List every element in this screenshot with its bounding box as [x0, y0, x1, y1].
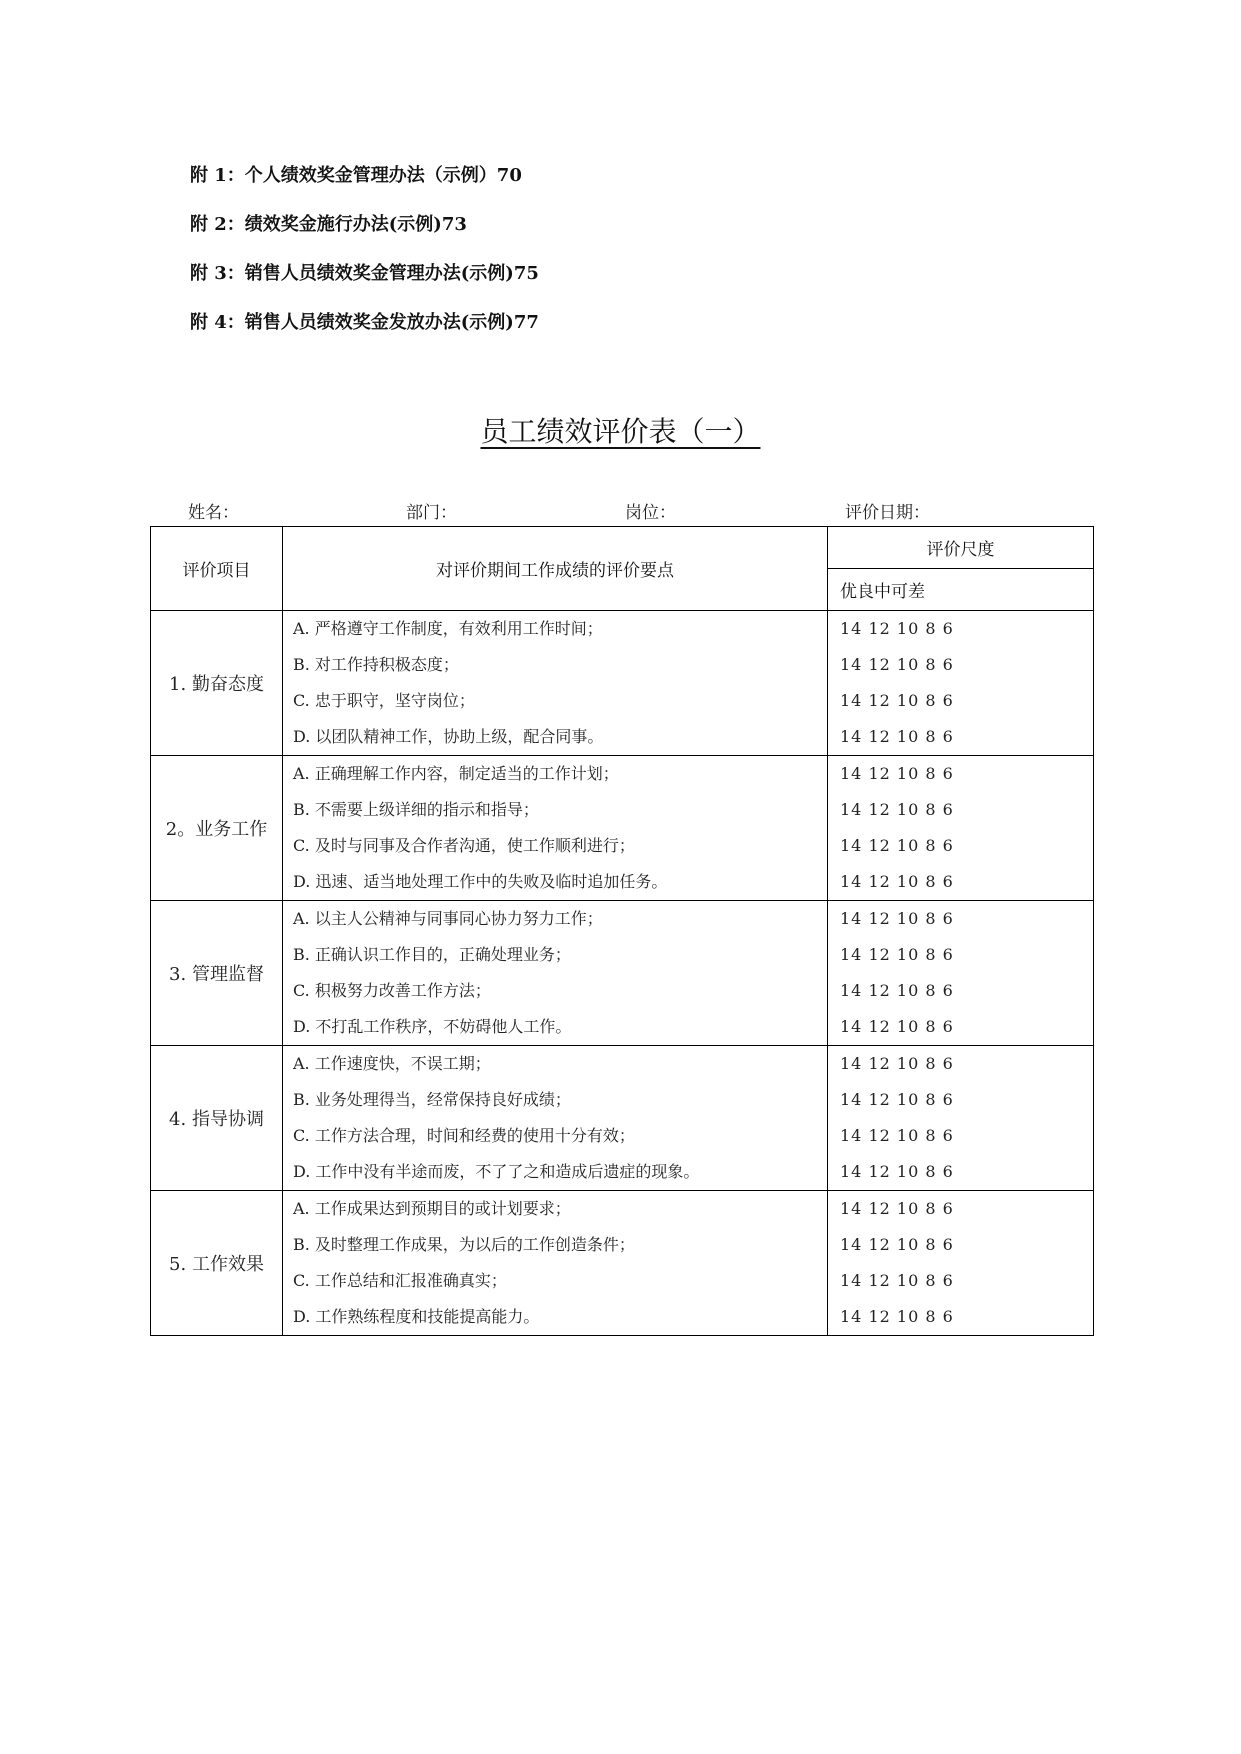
form-title: 员工绩效评价表（一） — [480, 415, 761, 448]
post-label: 岗位： — [625, 503, 676, 523]
evaluation-point: D. 工作中没有半途而废，不了了之和造成后遗症的现象。 — [293, 1162, 700, 1181]
category-label: 3. 管理监督 — [151, 901, 283, 1046]
score-scale — [828, 756, 1094, 901]
evaluation-points — [283, 756, 828, 901]
form-info-row — [0, 498, 1241, 524]
evaluation-point: D. 迅速、适当地处理工作中的失败及临时追加任务。 — [293, 872, 668, 891]
score-options: 14 12 10 8 6 — [840, 1162, 954, 1181]
score-options: 14 12 10 8 6 — [840, 981, 954, 1000]
score-options: 14 12 10 8 6 — [840, 1126, 954, 1145]
score-options: 14 12 10 8 6 — [840, 909, 954, 928]
header-scale: 评价尺度 — [828, 527, 1094, 569]
evaluation-point: C. 工作方法合理，时间和经费的使用十分有效； — [293, 1126, 635, 1145]
score-scale — [828, 901, 1094, 1046]
table-row — [151, 611, 1094, 756]
evaluation-points — [283, 1046, 828, 1191]
table-row — [151, 901, 1094, 1046]
appendix-item-3: 附 3：销售人员绩效奖金管理办法(示例)75 — [190, 263, 539, 284]
evaluation-point: A. 以主人公精神与同事同心协力努力工作； — [293, 909, 603, 928]
score-scale — [828, 1046, 1094, 1191]
score-options: 14 12 10 8 6 — [840, 1235, 954, 1254]
score-scale — [828, 611, 1094, 756]
evaluation-point: B. 正确认识工作目的，正确处理业务； — [293, 945, 571, 964]
evaluation-points — [283, 901, 828, 1046]
evaluation-point: B. 不需要上级详细的指示和指导； — [293, 800, 539, 819]
evaluation-point: C. 工作总结和汇报准确真实； — [293, 1271, 507, 1290]
evaluation-table — [150, 526, 1094, 1336]
evaluation-point: B. 及时整理工作成果，为以后的工作创造条件； — [293, 1235, 635, 1254]
table-row — [151, 1191, 1094, 1336]
evaluation-point: D. 工作熟练程度和技能提高能力。 — [293, 1307, 540, 1326]
evaluation-point: A. 正确理解工作内容，制定适当的工作计划； — [293, 764, 619, 783]
evaluation-point: B. 业务处理得当，经常保持良好成绩； — [293, 1090, 571, 1109]
score-scale — [828, 1191, 1094, 1336]
appendix-item-1: 附 1：个人绩效奖金管理办法（示例）70 — [190, 165, 522, 186]
score-options: 14 12 10 8 6 — [840, 836, 954, 855]
date-label: 评价日期： — [845, 503, 930, 523]
score-options: 14 12 10 8 6 — [840, 800, 954, 819]
evaluation-point: A. 工作速度快，不误工期； — [293, 1054, 491, 1073]
evaluation-point: A. 严格遵守工作制度，有效利用工作时间； — [293, 619, 603, 638]
category-label: 2。业务工作 — [151, 756, 283, 901]
score-options: 14 12 10 8 6 — [840, 655, 954, 674]
evaluation-point: D. 以团队精神工作，协助上级，配合同事。 — [293, 727, 604, 746]
evaluation-points — [283, 1191, 828, 1336]
score-options: 14 12 10 8 6 — [840, 691, 954, 710]
appendix-list — [190, 160, 1090, 356]
score-options: 14 12 10 8 6 — [840, 1271, 954, 1290]
score-options: 14 12 10 8 6 — [840, 1090, 954, 1109]
score-options: 14 12 10 8 6 — [840, 619, 954, 638]
evaluation-point: A. 工作成果达到预期目的或计划要求； — [293, 1199, 571, 1218]
header-item: 评价项目 — [151, 527, 283, 611]
score-options: 14 12 10 8 6 — [840, 1017, 954, 1036]
table-row — [151, 1046, 1094, 1191]
category-label: 5. 工作效果 — [151, 1191, 283, 1336]
header-grades: 优良中可差 — [828, 569, 1094, 611]
score-options: 14 12 10 8 6 — [840, 764, 954, 783]
category-label: 1. 勤奋态度 — [151, 611, 283, 756]
header-points: 对评价期间工作成绩的评价要点 — [283, 527, 828, 611]
table-row — [151, 756, 1094, 901]
form-title-wrap — [0, 410, 1241, 450]
score-options: 14 12 10 8 6 — [840, 1307, 954, 1326]
score-options: 14 12 10 8 6 — [840, 945, 954, 964]
name-label: 姓名： — [188, 503, 239, 523]
category-label: 4. 指导协调 — [151, 1046, 283, 1191]
dept-label: 部门： — [406, 503, 457, 523]
evaluation-point: D. 不打乱工作秩序，不妨碍他人工作。 — [293, 1017, 572, 1036]
table-header-row — [151, 527, 1094, 569]
evaluation-points — [283, 611, 828, 756]
appendix-item-2: 附 2：绩效奖金施行办法(示例)73 — [190, 214, 467, 235]
score-options: 14 12 10 8 6 — [840, 727, 954, 746]
appendix-item-4: 附 4：销售人员绩效奖金发放办法(示例)77 — [190, 312, 539, 333]
evaluation-point: C. 积极努力改善工作方法； — [293, 981, 491, 1000]
score-options: 14 12 10 8 6 — [840, 1054, 954, 1073]
evaluation-point: B. 对工作持积极态度； — [293, 655, 459, 674]
score-options: 14 12 10 8 6 — [840, 872, 954, 891]
evaluation-point: C. 及时与同事及合作者沟通，使工作顺利进行； — [293, 836, 635, 855]
evaluation-point: C. 忠于职守，坚守岗位； — [293, 691, 475, 710]
score-options: 14 12 10 8 6 — [840, 1199, 954, 1218]
